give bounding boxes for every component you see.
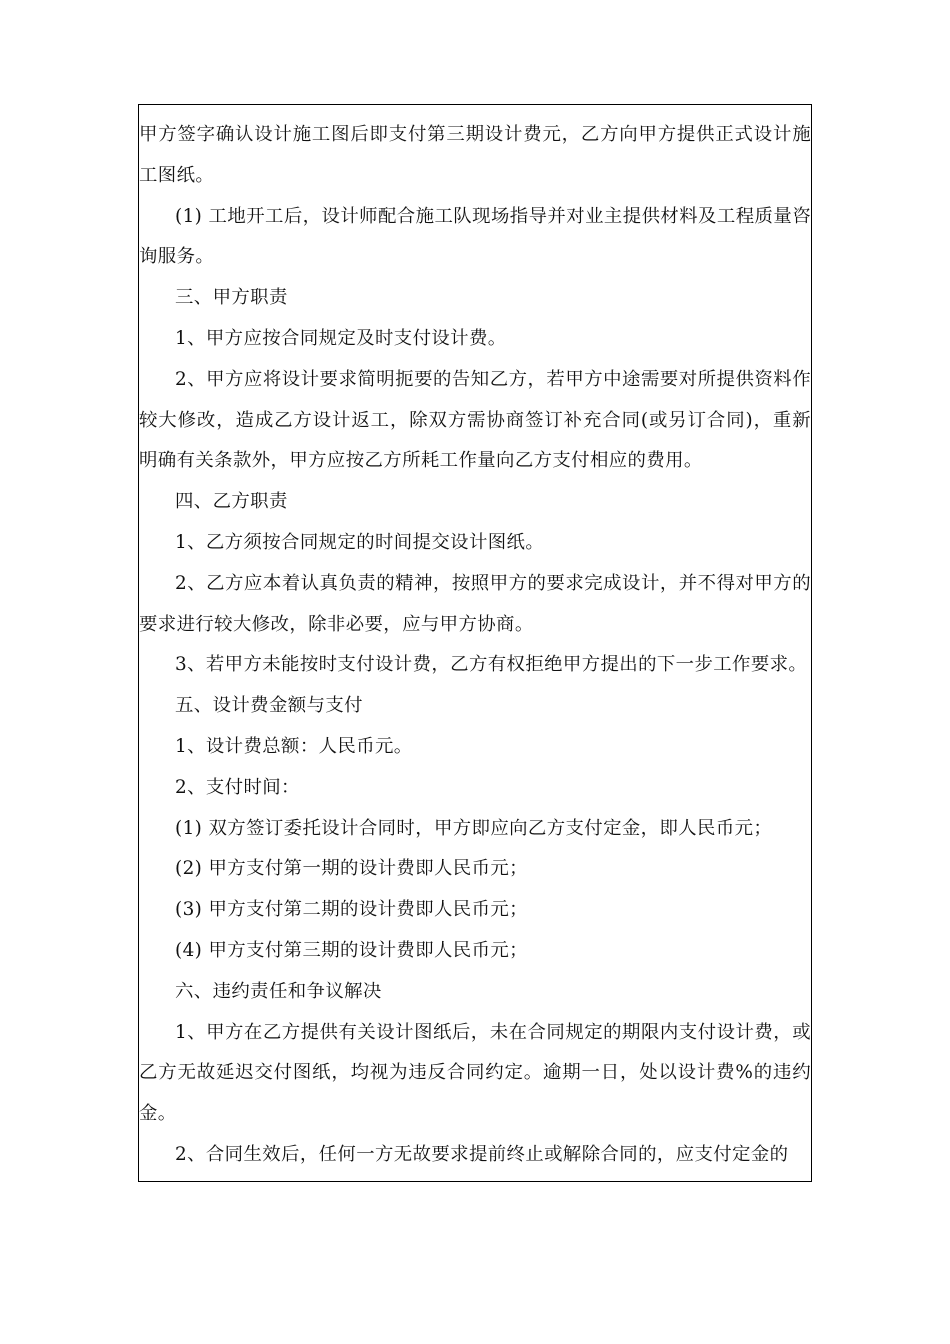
paragraph-party-a-duty-1: 1、甲方应按合同规定及时支付设计费。 xyxy=(175,327,507,349)
paragraph-payment-time: 2、支付时间： xyxy=(175,776,300,798)
paragraph-party-b-duty-2: 2、乙方应本着认真负责的精神，按照甲方的要求完成设计，并不得对甲方的要求进行较大修改，除非必要，应与甲方协商。 xyxy=(139,572,811,635)
paragraph-payment-deposit: (1) 双方签订委托设计合同时，甲方即应向乙方支付定金，即人民币元； xyxy=(175,817,773,839)
heading-party-a-duties: 三、甲方职责 xyxy=(175,287,288,309)
paragraph-site-guidance: (1) 工地开工后，设计师配合施工队现场指导并对业主提供材料及工程质量咨询服务。 xyxy=(139,205,811,268)
paragraph-liability-1: 1、甲方在乙方提供有关设计图纸后，未在合同规定的期限内支付设计费，或乙方无故延迟交付图纸，均视为违反合同约定。逾期一日，处以设计费%的违约金。 xyxy=(139,1021,811,1125)
paragraph-payment-first: (2) 甲方支付第一期的设计费即人民币元； xyxy=(175,858,528,880)
heading-liability-disputes: 六、违约责任和争议解决 xyxy=(175,980,382,1002)
paragraph-party-b-duty-3: 3、若甲方未能按时支付设计费，乙方有权拒绝甲方提出的下一步工作要求。 xyxy=(175,654,808,676)
paragraph-payment-phase-three: 甲方签字确认设计施工图后即支付第三期设计费元，乙方向甲方提供正式设计施工图纸。 xyxy=(139,124,811,186)
paragraph-payment-second: (3) 甲方支付第二期的设计费即人民币元； xyxy=(175,899,528,921)
paragraph-fee-total: 1、设计费总额：人民币元。 xyxy=(175,735,413,757)
contract-table-cell xyxy=(138,104,812,1182)
paragraph-liability-2: 2、合同生效后，任何一方无故要求提前终止或解除合同的，应支付定金的 xyxy=(175,1143,789,1165)
paragraph-party-a-duty-2: 2、甲方应将设计要求简明扼要的告知乙方，若甲方中途需要对所提供资料作较大修改，造成乙方设计返工，除双方需协商签订补充合同(或另订合同)，重新明确有关条款外，甲方应按乙方所耗工作量向乙方支付相应的费用。 xyxy=(139,368,811,472)
paragraph-party-b-duty-1: 1、乙方须按合同规定的时间提交设计图纸。 xyxy=(175,531,545,553)
heading-fee-and-payment: 五、设计费金额与支付 xyxy=(175,695,363,717)
heading-party-b-duties: 四、乙方职责 xyxy=(175,491,288,513)
contract-body xyxy=(139,105,811,1176)
paragraph-payment-third: (4) 甲方支付第三期的设计费即人民币元； xyxy=(175,939,528,961)
